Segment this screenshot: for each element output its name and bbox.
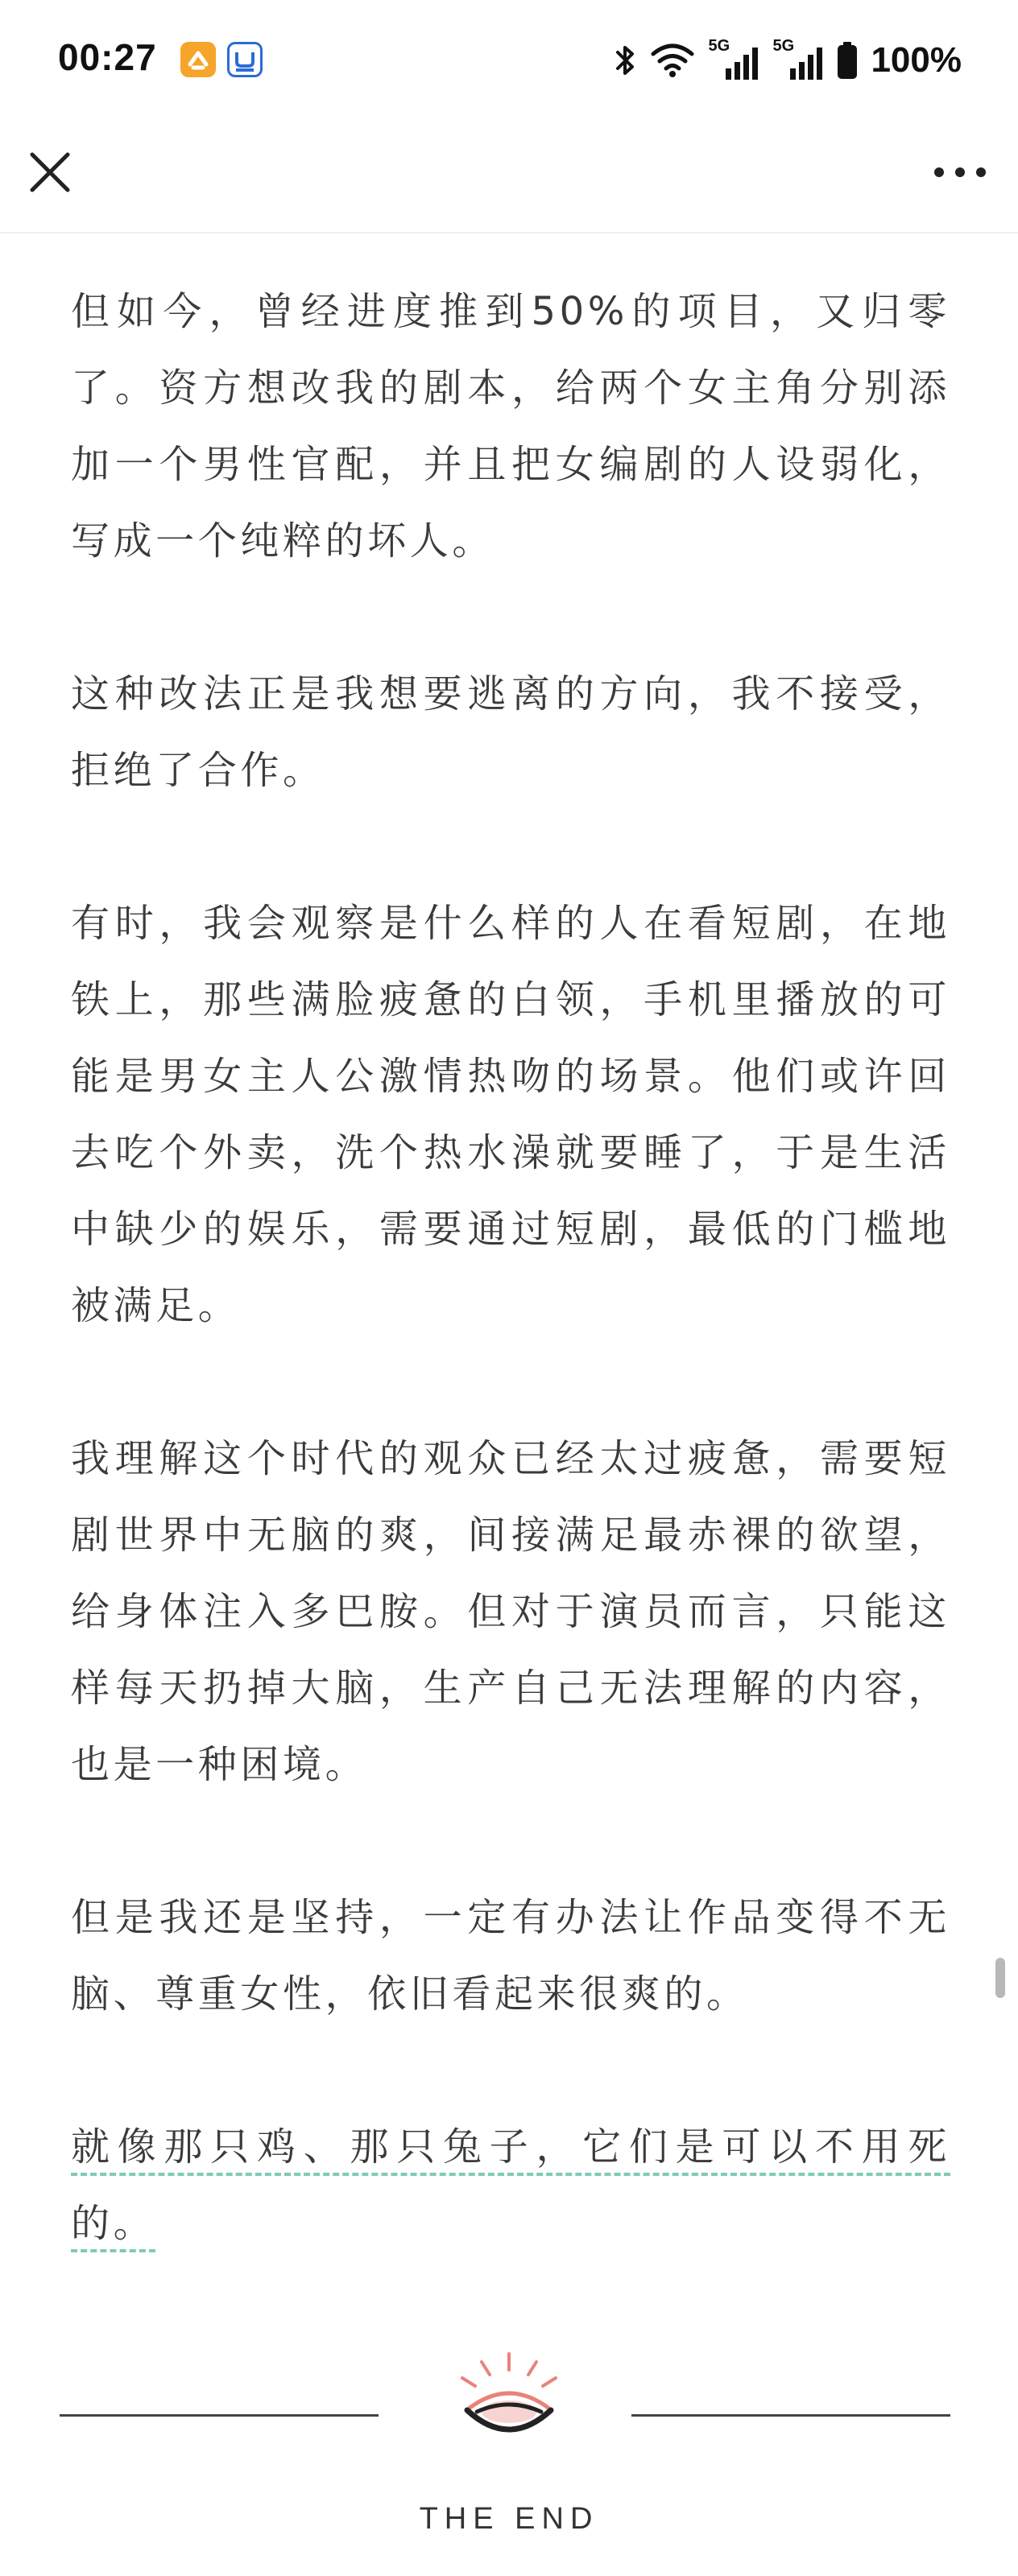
article-body (71, 274, 950, 2262)
cellular-signal-1 (708, 38, 759, 83)
more-dots-icon (929, 147, 991, 198)
highlighted-text[interactable]: 就像那只鸡、那只兔子，它们是可以不用死的。 (71, 2124, 950, 2252)
the-end-label: THE END (419, 2502, 599, 2536)
article-paragraph: 但如今，曾经进度推到50%的项目，又归零了。资方想改我的剧本，给两个女主角分别添加一个男性官配，并且把女编剧的人设弱化，写成一个纯粹的坏人。 (71, 289, 950, 564)
close-icon (24, 147, 76, 198)
close-button[interactable] (24, 147, 76, 198)
status-time: 00:27 (58, 36, 157, 78)
article-paragraph: 但是我还是坚持，一定有办法让作品变得不无脑、尊重女性，依旧看起来很爽的。 (71, 1895, 950, 2017)
divider-line (631, 2414, 950, 2417)
eye-icon (445, 2343, 573, 2471)
signal-bars-icon (724, 47, 759, 80)
divider-line (60, 2414, 379, 2417)
network-type-label: 5G (772, 37, 795, 55)
status-bar (0, 0, 1018, 121)
more-options-button[interactable] (929, 147, 991, 198)
article-paragraph: 这种改法正是我想要逃离的方向，我不接受，拒绝了合作。 (71, 671, 950, 793)
battery-icon (837, 42, 858, 79)
article-paragraph: 我理解这个时代的观众已经太过疲惫，需要短剧世界中无脑的爽，间接满足最赤裸的欲望，给身体注入多巴胺。但对于演员而言，只能这样每天扔掉大脑，生产自己无法理解的内容，也是一种困境。 (71, 1436, 950, 1787)
status-icons (613, 32, 962, 89)
article-paragraph: 有时，我会观察是什么样的人在看短剧，在地铁上，那些满脸疲惫的白领，手机里播放的可能是男女主人公激情热吻的场景。他们或许回去吃个外卖，洗个热水澡就要睡了，于是生活中缺少的娱乐，需要通过短剧，最低的门槛地被满足。 (71, 901, 950, 1328)
cellular-signal-2 (772, 38, 824, 83)
top-nav-bar (0, 121, 1018, 233)
notification-app-icon (227, 42, 263, 77)
highlighted-paragraph[interactable] (71, 2109, 950, 2262)
signal-bars-icon (788, 47, 824, 80)
wifi-icon (650, 43, 695, 78)
bluetooth-icon (613, 43, 637, 78)
network-type-label: 5G (708, 37, 730, 55)
notification-app-icon (180, 42, 216, 77)
scrollbar-thumb[interactable] (995, 1958, 1005, 1998)
battery-percentage: 100% (871, 40, 962, 80)
